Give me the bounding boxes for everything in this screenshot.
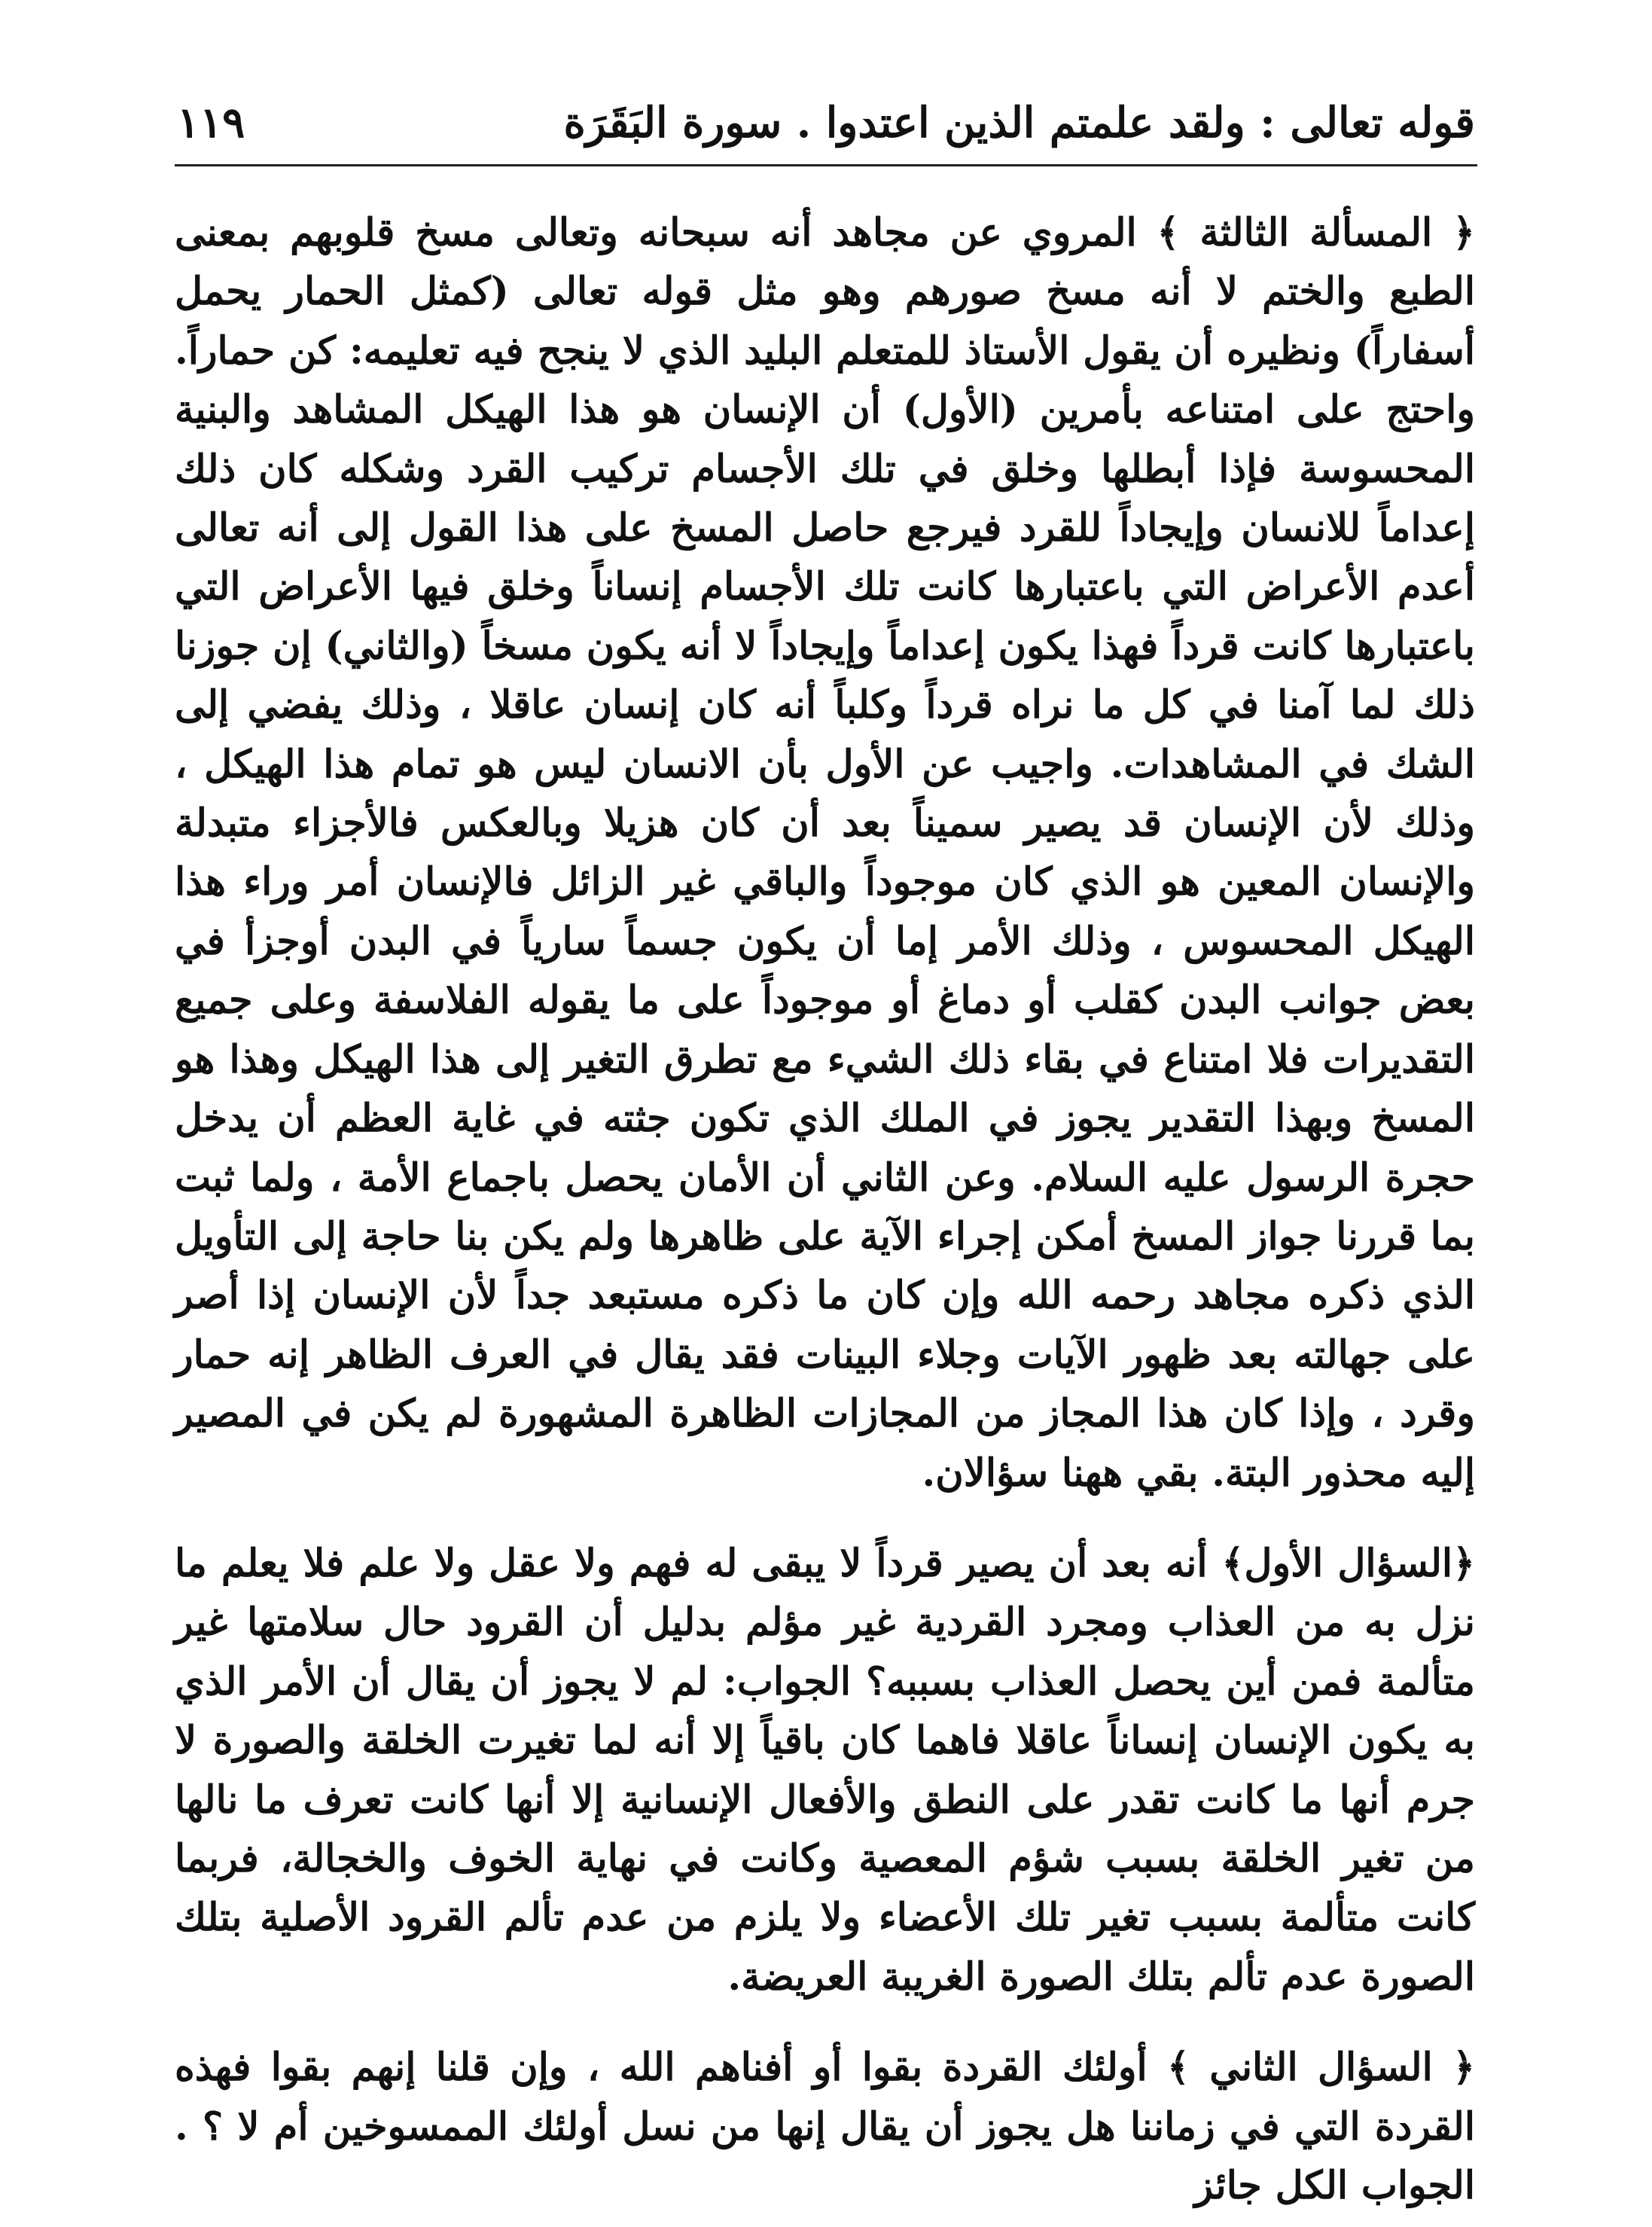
paragraph-third-issue <box>175 203 1475 1502</box>
paragraph-heading: ﴿ المسألة الثالثة ﴾ <box>1157 210 1475 255</box>
paragraph-heading: ﴿ السؤال الثاني ﴾ <box>1167 2045 1475 2091</box>
body-text <box>175 203 1475 2215</box>
page-number: ١١٩ <box>177 98 245 148</box>
running-header <box>177 68 1475 151</box>
header-title: قوله تعالى : ولقد علمتم الذين اعتدوا . سورة البَقَرَة <box>563 98 1475 148</box>
paragraph-first-question <box>175 1534 1475 2006</box>
paragraph-second-question <box>175 2038 1475 2215</box>
header-rule <box>175 164 1477 166</box>
paragraph-text: المروي عن مجاهد أنه سبحانه وتعالى مسخ قلوبهم بمعنى الطبع والختم لا أنه مسخ صورهم وهو مثل قوله تعالى (كمثل الحمار يحمل أسفاراً) ونظيره أن يقول الأستاذ للمتعلم البليد الذي لا ينجح فيه تعليمه: كن حماراً. واحتج على امتناعه بأمرين (الأول) أن الإنسان هو هذا الهيكل المشاهد والبنية المحسوسة فإذا أبطلها وخلق في تلك الأجسام تركيب القرد وشكله كان ذلك إعداماً للانسان وإيجاداً للقرد فيرجع حاصل المسخ على هذا القول إلى أنه تعالى أعدم الأعراض التي باعتبارها كانت تلك الأجسام إنساناً وخلق فيها الأعراض التي باعتبارها كانت قرداً فهذا يكون إعداماً وإيجاداً لا أنه يكون مسخاً (والثاني) إن جوزنا ذلك لما آمنا في كل ما نراه قرداً وكلباً أنه كان إنسان عاقلا ، وذلك يفضي إلى الشك في المشاهدات. واجيب عن الأول بأن الانسان ليس هو تمام هذا الهيكل ، وذلك لأن الإنسان قد يصير سميناً بعد أن كان هزيلا وبالعكس فالأجزاء متبدلة والإنسان المعين هو الذي كان موجوداً والباقي غير الزائل فالإنسان أمر وراء هذا الهيكل المحسوس ، وذلك الأمر إما أن يكون جسماً سارياً في البدن أوجزأ في بعض جوانب البدن كقلب أو دماغ أو موجوداً على ما يقوله الفلاسفة وعلى جميع التقديرات فلا امتناع في بقاء ذلك الشيء مع تطرق التغير إلى هذا الهيكل وهذا هو المسخ وبهذا التقدير يجوز في الملك الذي تكون جثته في غاية العظم أن يدخل حجرة الرسول عليه السلام. وعن الثاني أن الأمان يحصل باجماع الأمة ، ولما ثبت بما قررنا جواز المسخ أمكن إجراء الآية على ظاهرها ولم يكن بنا حاجة إلى التأويل الذي ذكره مجاهد رحمه الله وإن كان ما ذكره مستبعد جداً لأن الإنسان إذا أصر على جهالته بعد ظهور الآيات وجلاء البينات فقد يقال في العرف الظاهر إنه حمار وقرد ، وإذا كان هذا المجاز من المجازات الظاهرة المشهورة لم يكن في المصير إليه محذور البتة. بقي ههنا سؤالان. <box>175 210 1475 1496</box>
paragraph-text: أنه بعد أن يصير قرداً لا يبقى له فهم ولا عقل ولا علم فلا يعلم ما نزل به من العذاب ومجرد القردية غير مؤلم بدليل أن القرود حال سلامتها غير متألمة فمن أين يحصل العذاب بسببه؟ الجواب: لم لا يجوز أن يقال أن الأمر الذي به يكون الإنسان إنساناً عاقلا فاهما كان باقياً إلا أنه لما تغيرت الخلقة والصورة لا جرم أنها ما كانت تقدر على النطق والأفعال الإنسانية إلا أنها كانت تعرف ما نالها من تغير الخلقة بسبب شؤم المعصية وكانت في نهاية الخوف والخجالة، فربما كانت متألمة بسبب تغير تلك الأعضاء ولا يلزم من عدم تألم القرود الأصلية بتلك الصورة عدم تألم بتلك الصورة الغريبة العريضة. <box>175 1540 1475 2000</box>
paragraph-text: أولئك القردة بقوا أو أفناهم الله ، وإن قلنا إنهم بقوا فهذه القردة التي في زماننا هل يجوز أن يقال إنها من نسل أولئك الممسوخين أم لا ؟ . الجواب الكل جائز <box>175 2045 1475 2208</box>
paragraph-heading: ﴿السؤال الأول﴾ <box>1221 1540 1475 1586</box>
